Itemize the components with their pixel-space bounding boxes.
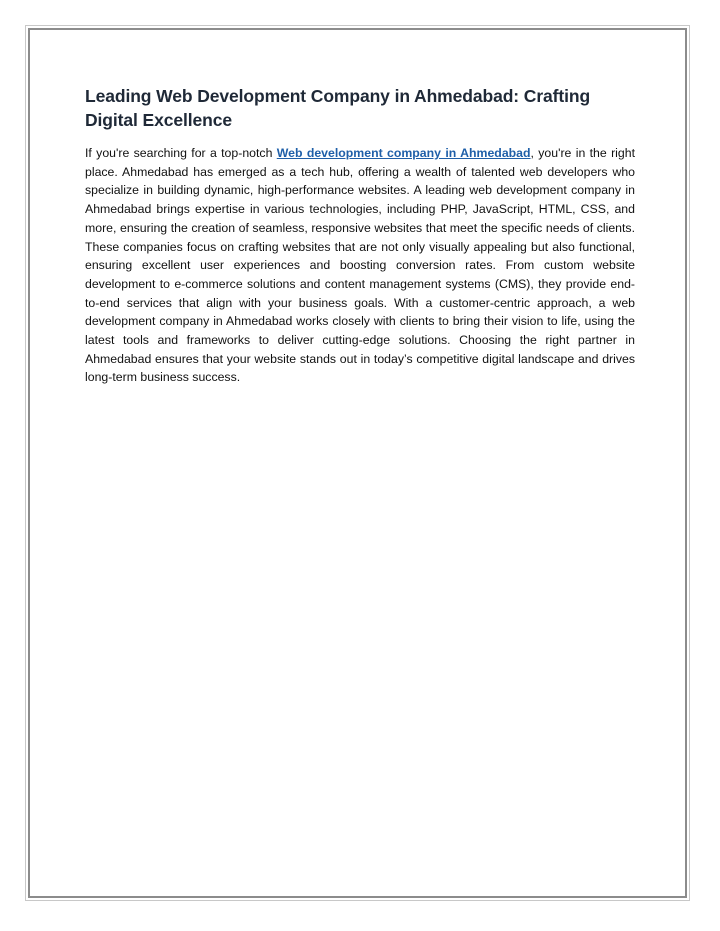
body-paragraph [85,144,635,387]
document-title: Leading Web Development Company in Ahmedabad: Crafting Digital Excellence [85,86,591,130]
paragraph-text-before-link: If you're searching for a top-notch [85,146,277,160]
paragraph-text-after-link: , you're in the right place. Ahmedabad has emerged as a tech hub, offering a wealth of talented web developers who specialize in building dynamic, high-performance websites. A leading web development company in Ahmedabad brings expertise in various technologies, including PHP, JavaScript, HTML, CSS, and more, ensuring the creation of seamless, responsive websites that meet the specific needs of clients. These companies focus on crafting websites that are not only visually appealing but also functional, ensuring excellent user experiences and boosting conversion rates. From custom website development to e-commerce solutions and content management systems (CMS), they provide end-to-end services that align with your business goals. With a customer-centric approach, a web development company in Ahmedabad works closely with clients to bring their vision to life, using the latest tools and frameworks to deliver cutting-edge solutions. Choosing the right partner in Ahmedabad ensures that your website stands out in today’s competitive digital landscape and drives long-term business success. [85,146,635,385]
document-content [85,84,635,387]
web-development-company-link[interactable]: Web development company in Ahmedabad [276,146,531,160]
